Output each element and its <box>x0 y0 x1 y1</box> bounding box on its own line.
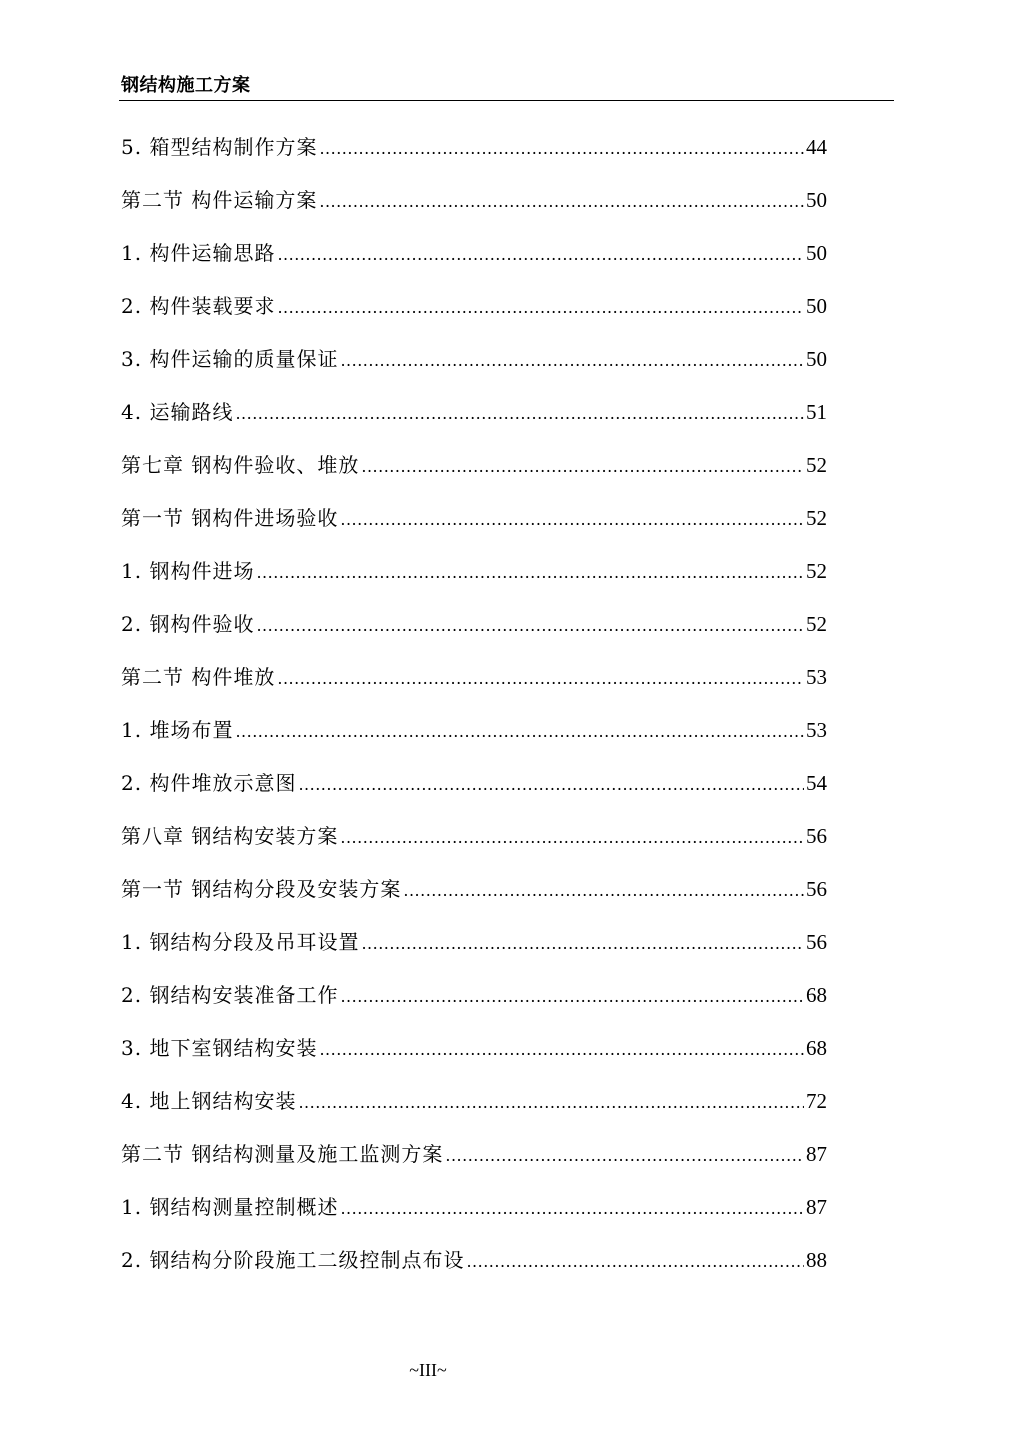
toc-entry[interactable] <box>121 291 827 344</box>
toc-dot-leader <box>340 505 804 535</box>
toc-dot-leader <box>256 611 804 641</box>
toc-entry-page: 68 <box>806 983 827 1007</box>
toc-dot-leader <box>256 558 804 588</box>
toc-dot-leader <box>319 134 804 164</box>
toc-entry[interactable] <box>121 132 827 185</box>
toc-dot-leader <box>277 664 804 694</box>
toc-entry-page: 68 <box>806 1036 827 1060</box>
toc-entry-title: 2. 构件堆放示意图 <box>121 771 297 795</box>
toc-entry-title: 第一节 钢构件进场验收 <box>121 506 339 530</box>
toc-entry-page: 87 <box>806 1142 827 1166</box>
toc-dot-leader <box>235 717 804 747</box>
toc-entry[interactable] <box>121 1192 827 1245</box>
toc-dot-leader <box>277 293 804 323</box>
toc-entry-title: 1. 钢结构测量控制概述 <box>121 1195 339 1219</box>
toc-entry[interactable] <box>121 927 827 980</box>
toc-entry-title: 第八章 钢结构安装方案 <box>121 824 339 848</box>
toc-entry-page: 88 <box>806 1248 827 1272</box>
toc-entry-title: 4. 地上钢结构安装 <box>121 1089 297 1113</box>
toc-entry-page: 52 <box>806 559 827 583</box>
header-divider <box>119 100 894 101</box>
toc-dot-leader <box>340 823 804 853</box>
toc-entry-title: 5. 箱型结构制作方案 <box>121 135 318 159</box>
toc-entry-page: 56 <box>806 824 827 848</box>
toc-entry[interactable] <box>121 503 827 556</box>
toc-dot-leader <box>298 770 804 800</box>
toc-entry-page: 50 <box>806 188 827 212</box>
toc-entry[interactable] <box>121 768 827 821</box>
toc-dot-leader <box>340 346 804 376</box>
toc-entry[interactable] <box>121 874 827 927</box>
table-of-contents <box>121 132 827 1298</box>
toc-entry[interactable] <box>121 662 827 715</box>
toc-entry-title: 第二节 钢结构测量及施工监测方案 <box>121 1142 444 1166</box>
toc-entry-page: 51 <box>806 400 827 424</box>
toc-entry[interactable] <box>121 715 827 768</box>
toc-entry-page: 50 <box>806 347 827 371</box>
toc-entry-page: 44 <box>806 135 827 159</box>
toc-entry-title: 3. 构件运输的质量保证 <box>121 347 339 371</box>
toc-entry-title: 第二节 构件运输方案 <box>121 188 318 212</box>
toc-entry[interactable] <box>121 980 827 1033</box>
toc-entry-title: 1. 钢结构分段及吊耳设置 <box>121 930 360 954</box>
toc-entry[interactable] <box>121 1245 827 1298</box>
toc-entry[interactable] <box>121 185 827 238</box>
toc-entry-title: 2. 钢结构安装准备工作 <box>121 983 339 1007</box>
toc-dot-leader <box>403 876 804 906</box>
toc-dot-leader <box>340 982 804 1012</box>
toc-entry[interactable] <box>121 1139 827 1192</box>
toc-entry-page: 53 <box>806 665 827 689</box>
document-header-title: 钢结构施工方案 <box>121 75 251 96</box>
toc-entry-page: 56 <box>806 877 827 901</box>
toc-entry-title: 第一节 钢结构分段及安装方案 <box>121 877 402 901</box>
toc-entry-page: 56 <box>806 930 827 954</box>
toc-dot-leader <box>361 929 804 959</box>
toc-entry-title: 1. 堆场布置 <box>121 718 234 742</box>
toc-entry-title: 3. 地下室钢结构安装 <box>121 1036 318 1060</box>
toc-entry-page: 50 <box>806 241 827 265</box>
toc-entry-page: 54 <box>806 771 827 795</box>
toc-entry-page: 52 <box>806 506 827 530</box>
toc-entry[interactable] <box>121 609 827 662</box>
toc-entry[interactable] <box>121 1033 827 1086</box>
toc-entry-page: 53 <box>806 718 827 742</box>
toc-entry-title: 2. 构件装载要求 <box>121 294 276 318</box>
toc-dot-leader <box>235 399 804 429</box>
toc-entry-title: 4. 运输路线 <box>121 400 234 424</box>
page-number: ~III~ <box>409 1360 447 1380</box>
toc-entry-page: 52 <box>806 453 827 477</box>
toc-dot-leader <box>466 1247 804 1277</box>
toc-entry-page: 87 <box>806 1195 827 1219</box>
toc-entry-page: 72 <box>806 1089 827 1113</box>
toc-entry[interactable] <box>121 344 827 397</box>
toc-dot-leader <box>277 240 804 270</box>
toc-entry-page: 52 <box>806 612 827 636</box>
toc-entry-title: 2. 钢构件验收 <box>121 612 255 636</box>
toc-entry-title: 1. 钢构件进场 <box>121 559 255 583</box>
toc-dot-leader <box>319 1035 804 1065</box>
toc-entry[interactable] <box>121 238 827 291</box>
toc-entry-page: 50 <box>806 294 827 318</box>
toc-dot-leader <box>319 187 804 217</box>
toc-entry[interactable] <box>121 450 827 503</box>
toc-entry[interactable] <box>121 397 827 450</box>
toc-dot-leader <box>298 1088 804 1118</box>
toc-entry-title: 第七章 钢构件验收、堆放 <box>121 453 360 477</box>
toc-entry[interactable] <box>121 1086 827 1139</box>
toc-entry[interactable] <box>121 821 827 874</box>
toc-dot-leader <box>445 1141 804 1171</box>
toc-entry-title: 2. 钢结构分阶段施工二级控制点布设 <box>121 1248 465 1272</box>
toc-entry-title: 1. 构件运输思路 <box>121 241 276 265</box>
toc-entry[interactable] <box>121 556 827 609</box>
toc-dot-leader <box>361 452 804 482</box>
toc-dot-leader <box>340 1194 804 1224</box>
toc-entry-title: 第二节 构件堆放 <box>121 665 276 689</box>
